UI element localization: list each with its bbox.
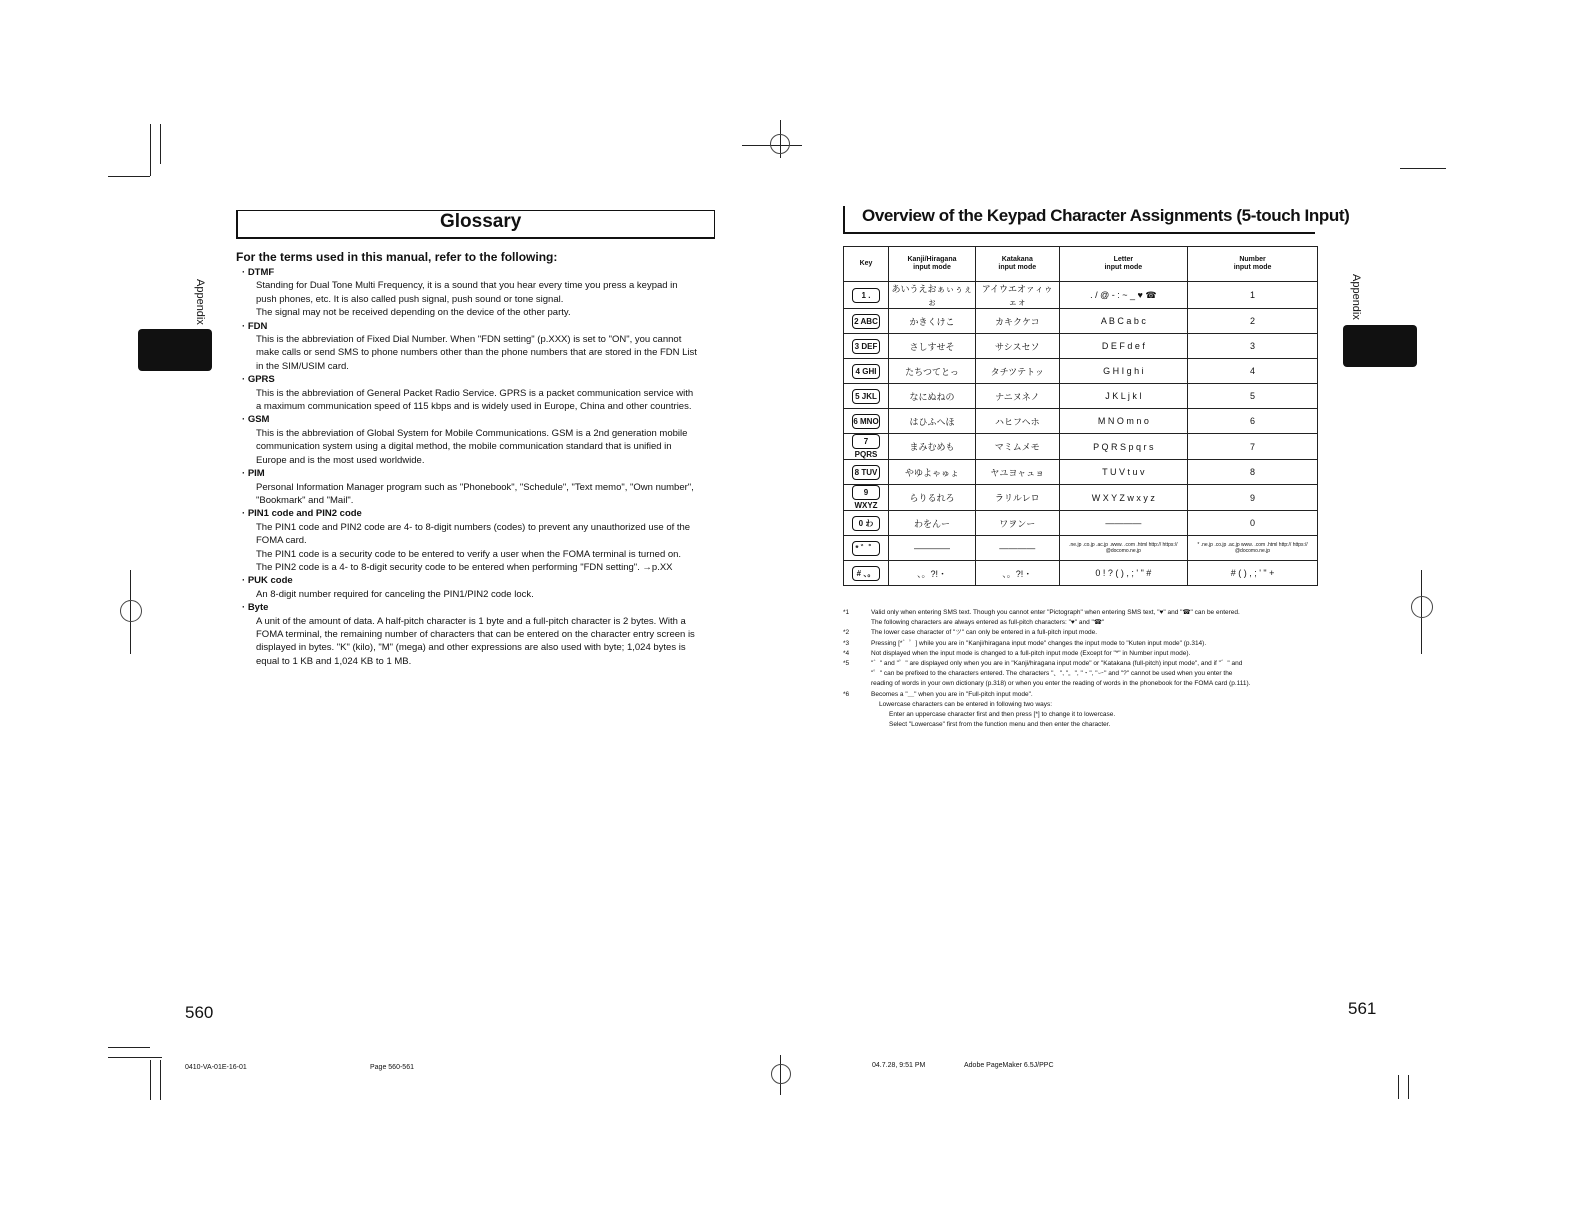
key-cell [844, 460, 889, 485]
glossary-list [242, 266, 722, 668]
number-cell: 7 [1188, 434, 1318, 460]
glossary-entry [242, 373, 722, 413]
letter-cell: . / @ - : ~ _ ♥ ☎ [1059, 282, 1188, 309]
registration-mark [771, 1064, 791, 1084]
header-letter [1059, 247, 1188, 282]
kanji-cell: たちつてとっ [889, 359, 976, 384]
table-row [844, 384, 1318, 409]
footnote-line: Becomes a "＿" when you are in "Full-pitch input mode". [871, 690, 1033, 698]
letter-cell: T U V t u v [1059, 460, 1188, 485]
footnote-sub: Enter an uppercase character first and then press [*] to change it to lowercase. [889, 711, 1116, 719]
glossary-term: · PIM [242, 467, 722, 480]
number-cell: 8 [1188, 460, 1318, 485]
table-row [844, 485, 1318, 511]
header-number-line: input mode [1233, 264, 1272, 271]
letter-cell: J K L j k l [1059, 384, 1188, 409]
number-cell: 2 [1188, 309, 1318, 334]
appendix-tab [1343, 325, 1417, 367]
katakana-cell: カキクケコ [975, 309, 1059, 334]
katakana-cell: マミムメモ [975, 434, 1059, 460]
registration-mark [120, 600, 142, 622]
glossary-definition-line: A unit of the amount of data. A half-pitch character is 1 byte and a full-pitch character is 2 bytes. With a [256, 615, 686, 627]
registration-mark [1411, 596, 1433, 618]
keycap-icon: 5 JKL [852, 389, 880, 404]
glossary-definition-line: displayed in bytes. "K" (kilo), "M" (mega) and other expressions are also used with byte; 1,024 bytes is [256, 642, 686, 654]
katakana-cell: ヤユヨャュョ [975, 460, 1059, 485]
crop-mark [150, 1060, 151, 1100]
header-number-line: Number [1239, 256, 1266, 263]
kanji-cell: らりるれろ [889, 485, 976, 511]
keycap-icon: * ゛゜ [852, 541, 880, 556]
crop-mark [1408, 1075, 1409, 1099]
glossary-definition-line: This is the abbreviation of Global System for Mobile Communications. GSM is a 2nd generation mobile [256, 427, 688, 439]
crop-mark [108, 176, 150, 177]
kanji-cell: さしすせそ [889, 334, 976, 359]
glossary-entry [242, 574, 722, 601]
glossary-entry [242, 320, 722, 374]
footnote-text [871, 649, 1190, 659]
table-row [844, 359, 1318, 384]
header-katakana [975, 247, 1059, 282]
table-row [844, 334, 1318, 359]
keycap-icon: 2 ABC [852, 314, 880, 329]
glossary-definition-line: This is the abbreviation of Fixed Dial Number. When "FDN setting" (p.XXX) is set to "ON", you cannot [256, 334, 682, 346]
footnote-text [871, 608, 1240, 628]
number-cell: 0 [1188, 511, 1318, 536]
glossary-definition-line: a maximum communication speed of 115 kbps and is widely used in Europe, China and other countries. [256, 401, 692, 413]
glossary-term: · GPRS [242, 373, 722, 386]
crop-mark [108, 1047, 150, 1048]
glossary-definition-line: "Bookmark" and "Mail". [256, 494, 354, 506]
glossary-definition-line: Standing for Dual Tone Multi Frequency, it is a sound that you hear every time you press a keypad in [256, 280, 678, 292]
keycap-icon: 1 . [852, 288, 880, 303]
glossary-definition-line: Europe and is the most used worldwide. [256, 454, 425, 466]
crop-mark [108, 1057, 162, 1058]
footer-date: 04.7.28, 9:51 PM [872, 1062, 926, 1069]
footer-file: 0410-VA-01E-16-01 [185, 1064, 247, 1071]
footnote-text [871, 628, 1097, 638]
glossary-definition-line: An 8-digit number required for canceling the PIN1/PIN2 code lock. [256, 588, 534, 600]
keycap-icon: 8 TUV [852, 465, 880, 480]
footnote [843, 639, 1313, 649]
table-row [844, 409, 1318, 434]
key-cell [844, 485, 889, 511]
footnote [843, 649, 1313, 659]
footnote-line: The lower case character of "ツ" can only be entered in a full-pitch input mode. [871, 629, 1098, 637]
table-row [844, 282, 1318, 309]
footnote-line: Pressing [*゛゜] while you are in "Kanji/hiragana input mode" changes the input mode to "Kuten input mode" (p.314). [871, 639, 1207, 647]
footnote [843, 628, 1313, 638]
keypad-table [843, 246, 1318, 586]
glossary-term: · DTMF [242, 266, 722, 279]
katakana-cell: 、。?!・ [975, 561, 1059, 586]
glossary-entry [242, 467, 722, 507]
table-header-row [844, 247, 1318, 282]
registration-mark [770, 134, 790, 154]
header-katakana-line: input mode [998, 264, 1037, 271]
katakana-cell: サシスセソ [975, 334, 1059, 359]
footer-page: Page 560-561 [370, 1064, 414, 1071]
katakana-cell: ハヒフヘホ [975, 409, 1059, 434]
number-cell: 6 [1188, 409, 1318, 434]
glossary-definition-line: The PIN1 code and PIN2 code are 4- to 8-digit numbers (codes) to prevent any unauthorized use of the [256, 521, 691, 533]
letter-cell: ———— [1059, 511, 1188, 536]
footnote-sub: Lowercase characters can be entered in following two ways: [879, 700, 1053, 708]
footnote [843, 659, 1313, 690]
footnote-line: Not displayed when the input mode is changed to a full-pitch input mode (Except for "*" in Number input mode). [871, 649, 1191, 657]
header-key: Key [844, 247, 889, 282]
key-cell [844, 334, 889, 359]
footnote-mark: *6 [843, 690, 850, 698]
header-letter-line: input mode [1104, 264, 1143, 271]
katakana-cell: ナニヌネノ [975, 384, 1059, 409]
letter-cell: M N O m n o [1059, 409, 1188, 434]
letter-cell: W X Y Z w x y z [1059, 485, 1188, 511]
glossary-definition-line: FOMA terminal, the remaining number of characters that can be entered on the character entry screen is [256, 628, 695, 640]
footer-app: Adobe PageMaker 6.5J/PPC [964, 1062, 1054, 1069]
letter-cell: .ne.jp .co.jp .ac.jp .www. .com .html http:// https:// @docomo.ne.jp [1059, 536, 1188, 561]
header-letter-line: Letter [1113, 256, 1134, 263]
key-cell [844, 282, 889, 309]
table-row [844, 460, 1318, 485]
number-cell: 5 [1188, 384, 1318, 409]
key-cell [844, 536, 889, 561]
glossary-intro: For the terms used in this manual, refer to the following: [236, 250, 558, 264]
footnote [843, 690, 1313, 700]
header-kanji [889, 247, 976, 282]
keycap-icon: 9 WXYZ [852, 485, 880, 500]
keycap-icon: 4 GHI [852, 364, 880, 379]
kanji-cell: はひふへほ [889, 409, 976, 434]
footnote-mark: *3 [843, 639, 850, 647]
footnote [843, 608, 1313, 628]
header-number [1188, 247, 1318, 282]
kanji-cell: かきくけこ [889, 309, 976, 334]
glossary-entry [242, 601, 722, 668]
kanji-cell: あいうえおぁぃぅぇぉ [889, 282, 976, 309]
footnote-line: The following characters are always entered as full-pitch characters: "♥" and "☎" [871, 619, 1105, 627]
footnote-mark: *4 [843, 649, 850, 657]
footnote-line: Valid only when entering SMS text. Though you cannot enter "Pictograph" when entering SMS text, "♥" and "☎" can be entered. [871, 609, 1240, 616]
letter-cell: 0 ! ? ( ) , ; ' " # [1059, 561, 1188, 586]
footnote-line: reading of words in your own dictionary (p.318) or when you enter the reading of words in the phonebook for the FOMA card (p.111). [871, 680, 1251, 688]
header-kanji-line: input mode [913, 264, 951, 271]
glossary-definition-line: The signal may not be received depending on the device of the other party. [256, 307, 571, 319]
letter-cell: P Q R S p q r s [1059, 434, 1188, 460]
letter-cell: D E F d e f [1059, 334, 1188, 359]
page-number-right: 561 [1348, 999, 1377, 1018]
glossary-entry [242, 266, 722, 320]
letter-cell: G H I g h i [1059, 359, 1188, 384]
crop-mark [160, 124, 161, 164]
glossary-definition-line: make calls or send SMS to phone numbers other than the phone numbers that are stored in the FDN List [256, 347, 697, 359]
footnote-text [871, 659, 1251, 690]
katakana-cell: ラリルレロ [975, 485, 1059, 511]
katakana-cell: タチツテトッ [975, 359, 1059, 384]
number-cell: 1 [1188, 282, 1318, 309]
glossary-term: · Byte [242, 601, 722, 614]
table-row [844, 309, 1318, 334]
keycap-icon: 3 DEF [852, 339, 880, 354]
key-cell [844, 309, 889, 334]
key-cell [844, 561, 889, 586]
table-row [844, 536, 1318, 561]
keycap-icon: 0 わ [852, 516, 880, 531]
kanji-cell: まみむめも [889, 434, 976, 460]
keypad-title: Overview of the Keypad Character Assignments (5-touch Input) [862, 206, 1350, 225]
key-cell [844, 409, 889, 434]
appendix-tab [138, 329, 212, 371]
glossary-definition-line: FOMA card. [256, 535, 307, 547]
header-kanji-line: Kanji/Hiragana [907, 256, 957, 263]
keycap-icon: # 、。 [852, 566, 880, 581]
kanji-cell: やゆよゃゅょ [889, 460, 976, 485]
footnote-mark: *2 [843, 629, 850, 637]
key-cell [844, 359, 889, 384]
footnote-line: "゛" and "゜" are displayed only when you are in "Kanji/hiragana input mode" or "Katakana (full-pitch) input mode", and if "゛" and [871, 660, 1243, 668]
number-cell: # ( ) , ; ' " + [1188, 561, 1318, 586]
glossary-term: · FDN [242, 320, 722, 333]
glossary-term: · PIN1 code and PIN2 code [242, 507, 722, 520]
footnote-text [871, 690, 1033, 700]
glossary-title: Glossary [440, 211, 522, 232]
footnote-text [871, 639, 1206, 649]
footnote-line: "゜" can be prefixed to the characters entered. The characters "、", "。", "・", "ー" and "?" cannot be used when you enter the [871, 670, 1233, 678]
footnote-mark: *1 [843, 609, 850, 616]
letter-cell: A B C a b c [1059, 309, 1188, 334]
footnote-sub: Select "Lowercase" first from the function menu and then enter the character. [889, 721, 1111, 729]
katakana-cell: ———— [975, 536, 1059, 561]
kanji-cell: 、。?!・ [889, 561, 976, 586]
glossary-definition-line: communication system using a digital method, the mobile communication standard that is unified in [256, 441, 672, 453]
number-cell: 4 [1188, 359, 1318, 384]
table-row [844, 434, 1318, 460]
number-cell: 9 [1188, 485, 1318, 511]
glossary-entry [242, 507, 722, 574]
glossary-definition-line: Personal Information Manager program such as "Phonebook", "Schedule", "Text memo", "Own number", [256, 481, 694, 493]
key-cell [844, 511, 889, 536]
appendix-side-label: Appendix [194, 279, 206, 325]
crop-mark [150, 124, 151, 176]
kanji-cell: わをんー [889, 511, 976, 536]
appendix-side-label: Appendix [1350, 274, 1362, 320]
kanji-cell: なにぬねの [889, 384, 976, 409]
number-cell: 3 [1188, 334, 1318, 359]
glossary-definition-line: push phones, etc. It is also called push signal, push sound or tone signal. [256, 293, 564, 305]
glossary-term: · PUK code [242, 574, 722, 587]
crop-mark [1400, 168, 1446, 169]
glossary-definition-line: equal to 1 KB and 1,024 KB to 1 MB. [256, 655, 412, 667]
number-cell: * .ne.jp .co.jp .ac.jp www. .com .html http:// https:// @docomo.ne.jp [1188, 536, 1318, 561]
table-row [844, 511, 1318, 536]
keycap-icon: 7 PQRS [852, 434, 880, 449]
glossary-definition-line: in the SIM/USIM card. [256, 360, 349, 372]
katakana-cell: ワヲンー [975, 511, 1059, 536]
header-katakana-line: Katakana [1001, 256, 1033, 263]
glossary-definition-line: This is the abbreviation of General Packet Radio Service. GPRS is a packet communication service with [256, 387, 694, 399]
glossary-term: · GSM [242, 413, 722, 426]
glossary-entry [242, 413, 722, 467]
footnotes [843, 608, 1313, 730]
crop-mark [1398, 1075, 1399, 1099]
crop-mark [160, 1060, 161, 1100]
glossary-definition-line: The PIN1 code is a security code to be entered to verify a user when the FOMA terminal is turned on. [256, 548, 682, 560]
key-cell [844, 384, 889, 409]
key-cell [844, 434, 889, 460]
katakana-cell: アイウエオァィゥェォ [975, 282, 1059, 309]
keycap-icon: 6 MNO [852, 414, 880, 429]
page-number-left: 560 [185, 1003, 214, 1022]
kanji-cell: ———— [889, 536, 976, 561]
table-row [844, 561, 1318, 586]
glossary-definition-line: The PIN2 code is a 4- to 8-digit security code to be entered when performing "FDN setting". →p.XX [256, 561, 673, 573]
footnote-mark: *5 [843, 660, 850, 668]
